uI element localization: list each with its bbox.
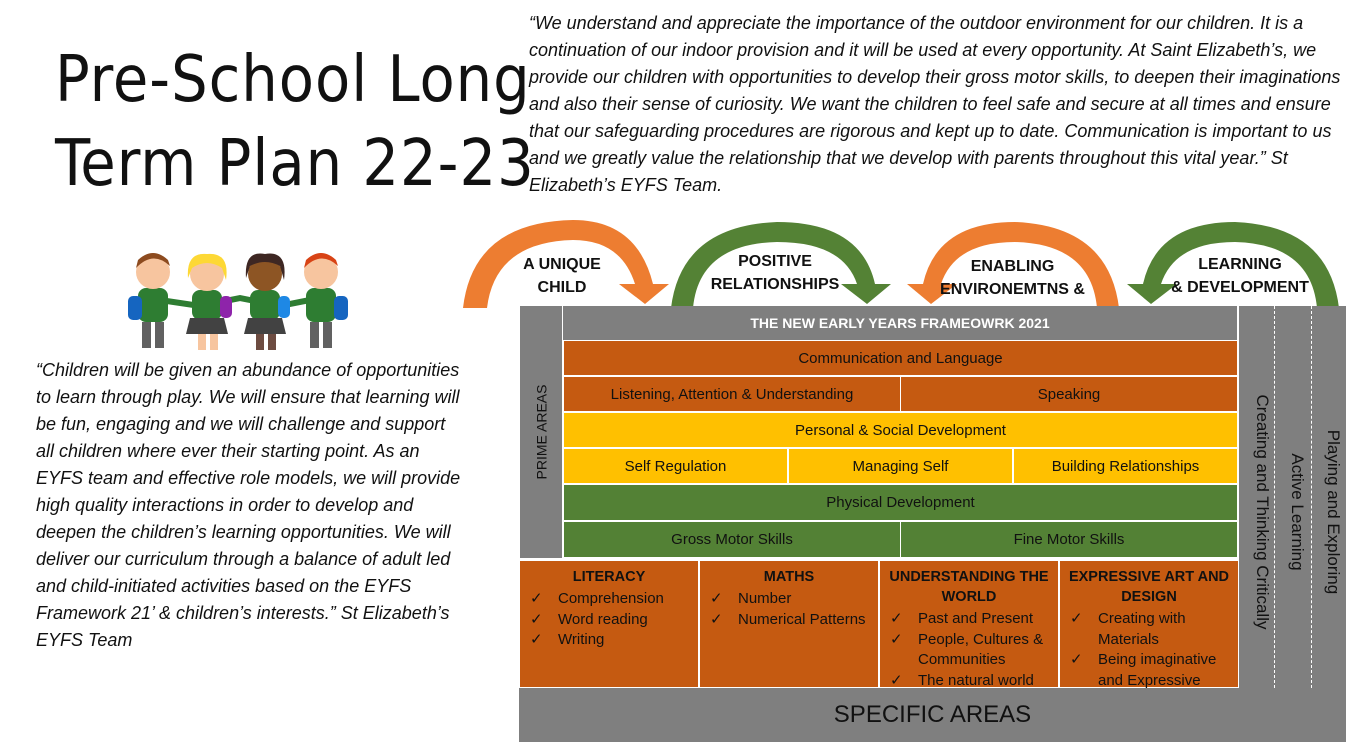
- principle-enabling-environments: [930, 255, 1095, 301]
- prime-areas-label: PRIME AREAS: [533, 384, 550, 480]
- listening-attention: Listening, Attention & Understanding: [563, 376, 901, 412]
- principle-line: A UNIQUE: [523, 256, 601, 273]
- outdoor-quote: “We understand and appreciate the importance of the outdoor environment for our children. It is a continuation of our indoor provision and it will be used at every opportunity. At Saint Elizabeth’s, we provide our children with opportunities to develop their gross motor skills, to deepen their imaginations and also their sense of curiosity. We want the children to feel safe and secure at all times and ensure that our safeguarding procedures are rigorous and kept up to date. Communication is important to us and we greatly value the relationship that we develop with parents throughout this vital year.” St Elizabeth’s EYFS Team.: [529, 13, 1341, 195]
- column-divider: [1274, 306, 1275, 688]
- principle-line: POSITIVE: [738, 253, 812, 270]
- specific-title: LITERACY: [572, 569, 646, 585]
- specific-maths: [699, 560, 879, 688]
- principle-line: LEARNING: [1198, 256, 1282, 273]
- active-learning: Active Learning: [1288, 453, 1307, 571]
- list-item: ✓ Creating with Materials: [1068, 609, 1230, 650]
- specific-expressive-art: [1059, 560, 1239, 688]
- managing-self: Managing Self: [788, 448, 1013, 484]
- self-regulation: Self Regulation: [563, 448, 788, 484]
- fine-motor-skills: Fine Motor Skills: [900, 521, 1238, 558]
- gross-motor-skills: Gross Motor Skills: [563, 521, 901, 558]
- list-item: ✓ Past and Present: [888, 609, 1050, 630]
- specific-areas-bar: SPECIFIC AREAS: [519, 688, 1346, 742]
- specific-understanding-world: [879, 560, 1059, 688]
- column-divider: [1311, 306, 1312, 688]
- creating-thinking-critically: Creating and Thinking Critically: [1253, 394, 1272, 630]
- prime-areas-bar: [520, 306, 562, 558]
- personal-social-development: Personal & Social Development: [563, 412, 1238, 448]
- list-item: ✓ Writing: [528, 630, 690, 651]
- list-item: ✓ Comprehension: [528, 589, 690, 610]
- principle-line: CHILD: [537, 279, 587, 296]
- list-item: ✓ Word reading: [528, 610, 690, 631]
- list-item: ✓ Number: [708, 589, 870, 610]
- list-item: ✓ People, Cultures & Communities: [888, 630, 1050, 671]
- framework-header: THE NEW EARLY YEARS FRAMEOWRK 2021: [563, 306, 1237, 340]
- principle-line: RELATIONSHIPS: [710, 276, 840, 293]
- title-line-1: Pre-School Long: [55, 43, 531, 117]
- communication-language: Communication and Language: [563, 340, 1238, 376]
- playing-exploring: Playing and Exploring: [1324, 429, 1343, 595]
- list-item: ✓ Being imaginative and Expressive: [1068, 650, 1230, 691]
- principle-line: & DEVELOPMENT: [1171, 279, 1309, 296]
- principle-learning-development: [1160, 253, 1320, 299]
- specific-literacy: [519, 560, 699, 688]
- principle-line: ENABLING: [970, 258, 1055, 275]
- list-item: ✓ The natural world: [888, 671, 1050, 692]
- physical-development: Physical Development: [563, 484, 1238, 521]
- specific-title: UNDERSTANDING THE WORLD: [889, 569, 1049, 605]
- title-line-2: Term Plan 22-23: [55, 127, 535, 201]
- page-title: [55, 38, 535, 206]
- children-holding-hands-icon: [120, 248, 360, 354]
- principle-unique-child: [497, 253, 627, 299]
- principle-positive-relationships: [700, 250, 850, 296]
- building-relationships: Building Relationships: [1013, 448, 1238, 484]
- list-item: ✓ Numerical Patterns: [708, 610, 870, 631]
- specific-title: EXPRESSIVE ART AND DESIGN: [1068, 569, 1230, 605]
- principle-line: ENVIRONEMTNS &: [940, 281, 1085, 298]
- speaking: Speaking: [900, 376, 1238, 412]
- specific-title: MATHS: [763, 569, 815, 585]
- play-learning-quote: “Children will be given an abundance of opportunities to learn through play. We will ensure that learning will be fun, engaging and we will challenge and support all children where ever their starting point. As an EYFS team and effective role models, we will provide high quality interactions in order to develop and deepen the children’s learning opportunities. We will deliver our curriculum through a balance of adult led and child-initiated activities based on the EYFS Framework 21’ & children’s interests.” St Elizabeth’s EYFS Team: [36, 360, 461, 650]
